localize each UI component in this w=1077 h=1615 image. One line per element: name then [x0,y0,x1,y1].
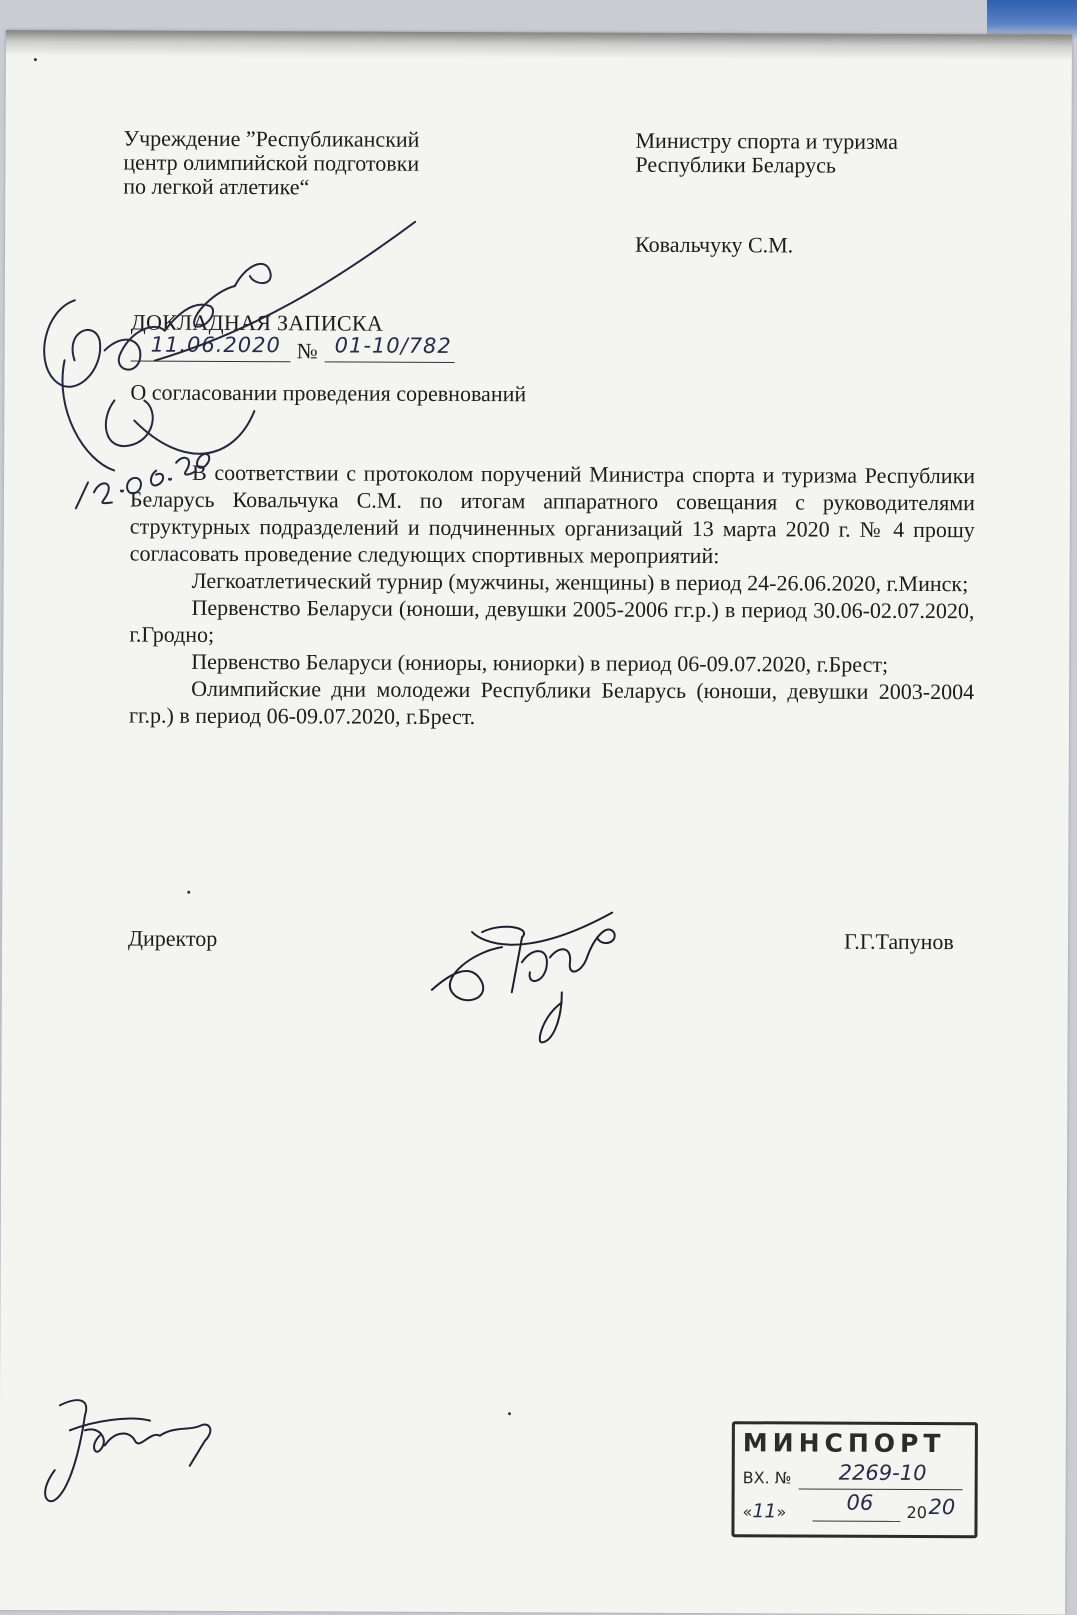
body-paragraph: Первенство Беларуси (юноши, девушки 2005-2006 гг.р.) в период 30.06-02.07.2020, г.Гродно; [129,594,975,647]
body-paragraph: Олимпийские дни молодежи Республики Беларусь (юноши, девушки 2003-2004 гг.р.) в период 06-09.07.2020, г.Брест. [128,675,975,730]
stamp-year-suffix: 20 [928,1495,956,1520]
stamp-incoming-label: ВХ. № [742,1468,792,1488]
registration-line [131,332,531,369]
signatory-name: Г.Г.Тапунов [843,928,954,955]
speck [187,891,190,894]
stamp-number-rule [799,1488,963,1490]
handwriting-layer [0,30,1072,1615]
sender-line: Учреждение ”Республиканский [123,125,420,152]
speck [508,1412,511,1415]
sender-line: по легкой атлетике“ [123,173,310,200]
stamp-date-row: «11» [742,1500,787,1523]
addressee-line: Республики Беларусь [635,151,836,178]
stamp-date-rule [812,1521,900,1522]
sender-line: центр олимпийской подготовки [123,149,420,176]
stamp-organization: МИНСПОРТ [742,1428,946,1459]
scan-shadow [6,30,1072,61]
number-underline [325,361,455,363]
addressee-line: Министру спорта и туризма [635,127,898,154]
body-paragraph: Первенство Беларуси (юниоры, юниорки) в период 06-09.07.2020, г.Брест; [191,648,889,677]
document-subject: О согласовании проведения соревнований [130,379,527,407]
stamp-incoming-number: 2269-10 [838,1460,927,1486]
handwritten-date: 11.06.2020 [150,332,281,358]
handwritten-number: 01-10/782 [334,333,452,358]
signatory-position: Директор [127,925,218,951]
body-paragraph: В соответствии с протоколом поручений Министра спорта и туризма Республики Беларусь Ковальчука С.М. по итогам аппаратного совещания с руководителями структурных подразделений и подчиненных организаций 13 марта 2020 г. № 4 прошу согласовать проведение следующих спортивных мероприятий: [129,459,976,569]
stamp-month: 06 [846,1490,874,1515]
body-paragraph: Легкоатлетический турнир (мужчины, женщины) в период 24-26.06.2020, г.Минск; [191,567,969,597]
sender-block [123,127,543,201]
document-sheet [0,30,1072,1615]
speck [34,58,37,61]
number-sign: № [296,338,318,364]
addressee-block [635,129,1015,179]
director-signature [432,912,615,1043]
stamp-year-prefix: 20 [906,1502,927,1523]
document-type: ДОКЛАДНАЯ ЗАПИСКА [130,309,384,336]
date-underline [131,361,291,363]
registration-stamp [731,1421,978,1538]
addressee-name: Ковальчуку С.М. [635,231,794,258]
margin-initials [45,1400,210,1502]
stamp-day: 11 [752,1500,777,1523]
document-body [129,459,975,733]
